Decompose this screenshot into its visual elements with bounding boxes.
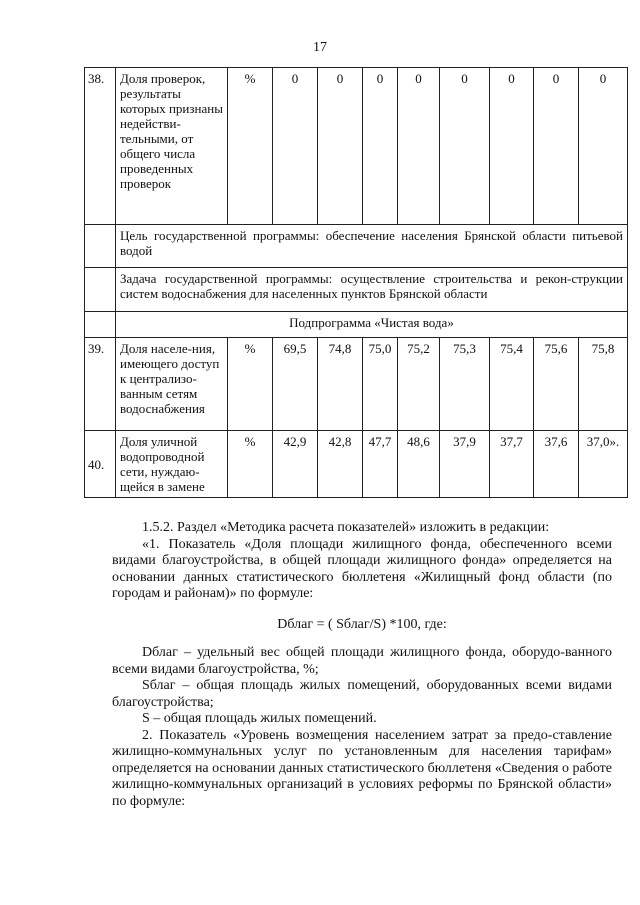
program-goal: Цель государственной программы: обеспечение населения Брянской области питьевой водой — [116, 225, 628, 268]
indicator-name: Доля уличной водопроводной сети, нуждаю-щейся в замене — [116, 431, 228, 498]
value-cell: 48,6 — [398, 431, 440, 498]
program-task: Задача государственной программы: осуществление строительства и рекон-струкции систем водоснабжения для населенных пунктов Брянской области — [116, 268, 628, 312]
row-number: 39. — [85, 338, 116, 431]
value-cell: 75,2 — [398, 338, 440, 431]
value-cell: 42,9 — [273, 431, 318, 498]
indicator-name: Доля проверок, результаты которых признаны недействи-тельными, от общего числа проведенных проверок — [116, 68, 228, 225]
paragraph: 1.5.2. Раздел «Методика расчета показателей» изложить в редакции: — [142, 520, 550, 535]
value-cell: 37,9 — [440, 431, 490, 498]
value-cell: 69,5 — [273, 338, 318, 431]
table-row — [85, 225, 628, 268]
value-cell: 0 — [579, 68, 628, 225]
indicators-table — [84, 67, 628, 498]
value-cell: 37,6 — [534, 431, 579, 498]
value-cell: 74,8 — [318, 338, 363, 431]
value-cell: 37,7 — [490, 431, 534, 498]
paragraph: «1. Показатель «Доля площади жилищного фонда, обеспеченного всеми видами благоустройства, в общей площади жилищного фонда» определяется на основании данных статистического бюллетеня «Жилищный фонд области (по городам и районам)» по формуле: — [112, 536, 612, 601]
indicator-name: Доля населе-ния, имеющего доступ к централизо-ванным сетям водоснабжения — [116, 338, 228, 431]
value-cell: 75,6 — [534, 338, 579, 431]
value-cell: 75,3 — [440, 338, 490, 431]
table-row — [85, 68, 628, 225]
table-row — [85, 268, 628, 312]
value-cell: 47,7 — [363, 431, 398, 498]
table-row — [85, 338, 628, 431]
table-row — [85, 312, 628, 338]
table-row — [85, 431, 628, 498]
formula: Dблаг = ( Sблаг/S) *100, где: — [277, 616, 447, 632]
paragraph: 2. Показатель «Уровень возмещения населением затрат за предо-ставление жилищно-коммунальных услуг по установленным для населения тарифам» определяется на основании данных статистического бюллетеня «Сведения о работе жилищно-коммунальных организаций в условиях реформы по Брянской области» по формуле: — [112, 727, 612, 809]
value-cell: 75,0 — [363, 338, 398, 431]
value-cell: 37,0». — [579, 431, 628, 498]
value-cell: 0 — [398, 68, 440, 225]
row-number: 38. — [85, 68, 116, 225]
value-cell: 0 — [440, 68, 490, 225]
value-cell: 0 — [273, 68, 318, 225]
subprogram-title: Подпрограмма «Чистая вода» — [116, 312, 628, 338]
value-cell: 75,8 — [579, 338, 628, 431]
unit-cell: % — [228, 68, 273, 225]
value-cell: 75,4 — [490, 338, 534, 431]
value-cell: 0 — [490, 68, 534, 225]
value-cell: 0 — [534, 68, 579, 225]
paragraph: Sблаг – общая площадь жилых помещений, оборудованных всеми видами благоустройства; — [112, 678, 612, 710]
paragraph: S – общая площадь жилых помещений. — [142, 711, 377, 726]
paragraph: Dблаг – удельный вес общей площади жилищного фонда, оборудо-ванного всеми видами благоустройства, %; — [112, 645, 612, 677]
value-cell: 0 — [363, 68, 398, 225]
value-cell: 0 — [318, 68, 363, 225]
unit-cell: % — [228, 431, 273, 498]
body-text — [112, 520, 612, 810]
page-number: 17 — [313, 40, 327, 55]
row-number: 40. — [85, 431, 116, 498]
unit-cell: % — [228, 338, 273, 431]
value-cell: 42,8 — [318, 431, 363, 498]
